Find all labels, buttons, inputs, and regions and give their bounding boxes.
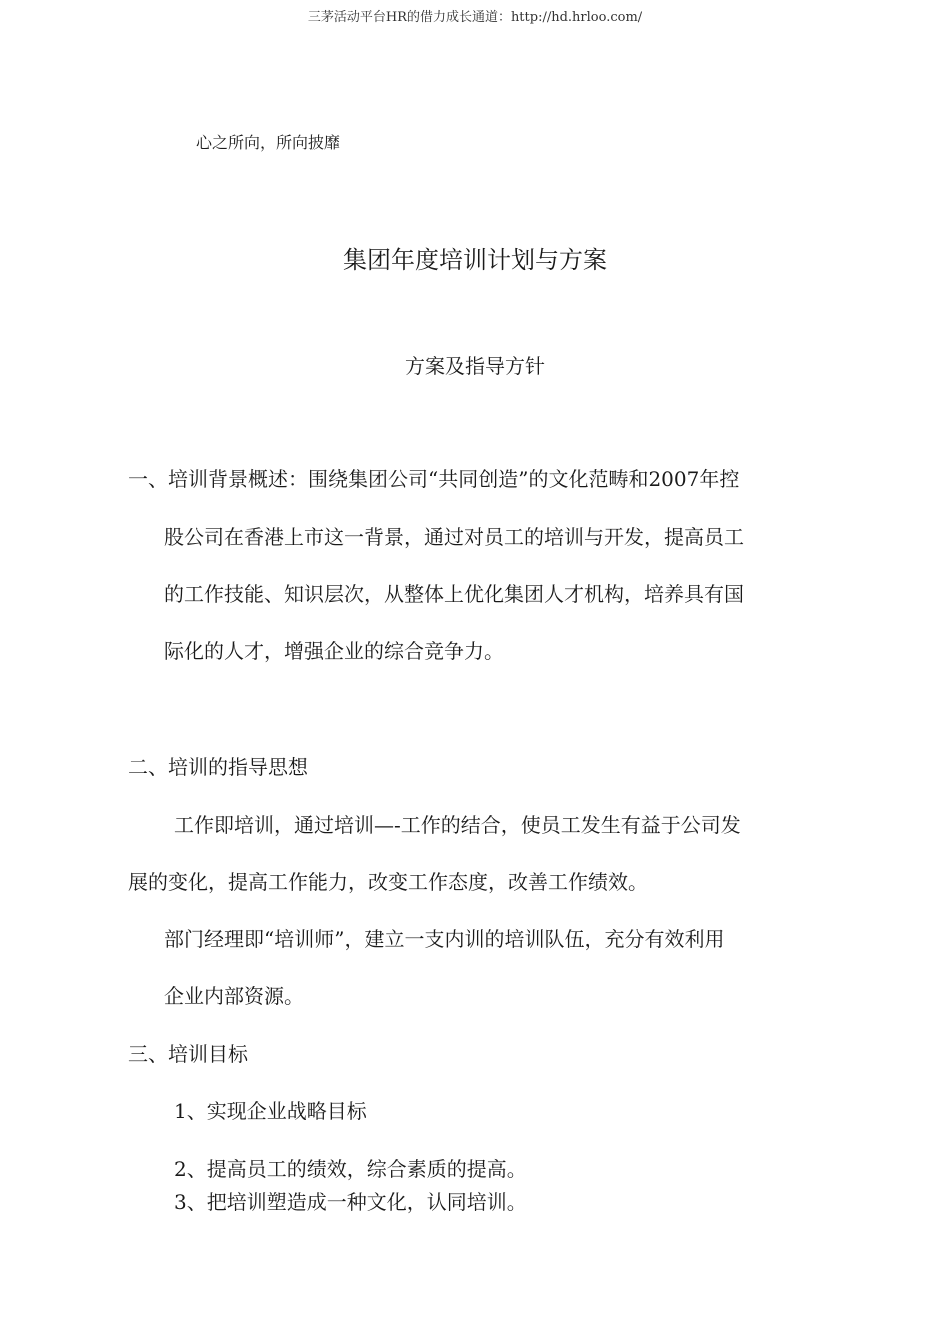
section2-paragraph-line: 企业内部资源。: [164, 984, 304, 1008]
section3-heading: 三、培训目标: [128, 1042, 248, 1066]
section2-paragraph-line: 部门经理即“培训师”，建立一支内训的培训队伍，充分有效利用: [164, 927, 725, 951]
section2-paragraph-line: 工作即培训，通过培训—-工作的结合，使员工发生有益于公司发: [174, 813, 741, 837]
motto: 心之所向，所向披靡: [196, 133, 341, 152]
goal-item: 1、实现企业战略目标: [174, 1099, 367, 1123]
section1-line: 际化的人才，增强企业的综合竞争力。: [164, 639, 504, 663]
section2-heading: 二、培训的指导思想: [128, 755, 308, 779]
section2-paragraph-line: 展的变化，提高工作能力，改变工作态度，改善工作绩效。: [128, 870, 648, 894]
section1-line: 的工作技能、知识层次，从整体上优化集团人才机构，培养具有国: [164, 582, 744, 606]
goal-item: 3、把培训塑造成一种文化，认同培训。: [174, 1190, 527, 1214]
section1-line: 股公司在香港上市这一背景，通过对员工的培训与开发，提高员工: [164, 525, 744, 549]
page-title: 集团年度培训计划与方案: [343, 246, 607, 274]
section1-heading-line: 一、培训背景概述：围绕集团公司“共同创造”的文化范畴和2007年控: [128, 467, 740, 491]
header-banner: 三茅活动平台HR的借力成长通道：http://hd.hrloo.com/: [307, 10, 643, 25]
page-subtitle: 方案及指导方针: [405, 354, 545, 378]
goal-item: 2、提高员工的绩效，综合素质的提高。: [174, 1157, 527, 1181]
